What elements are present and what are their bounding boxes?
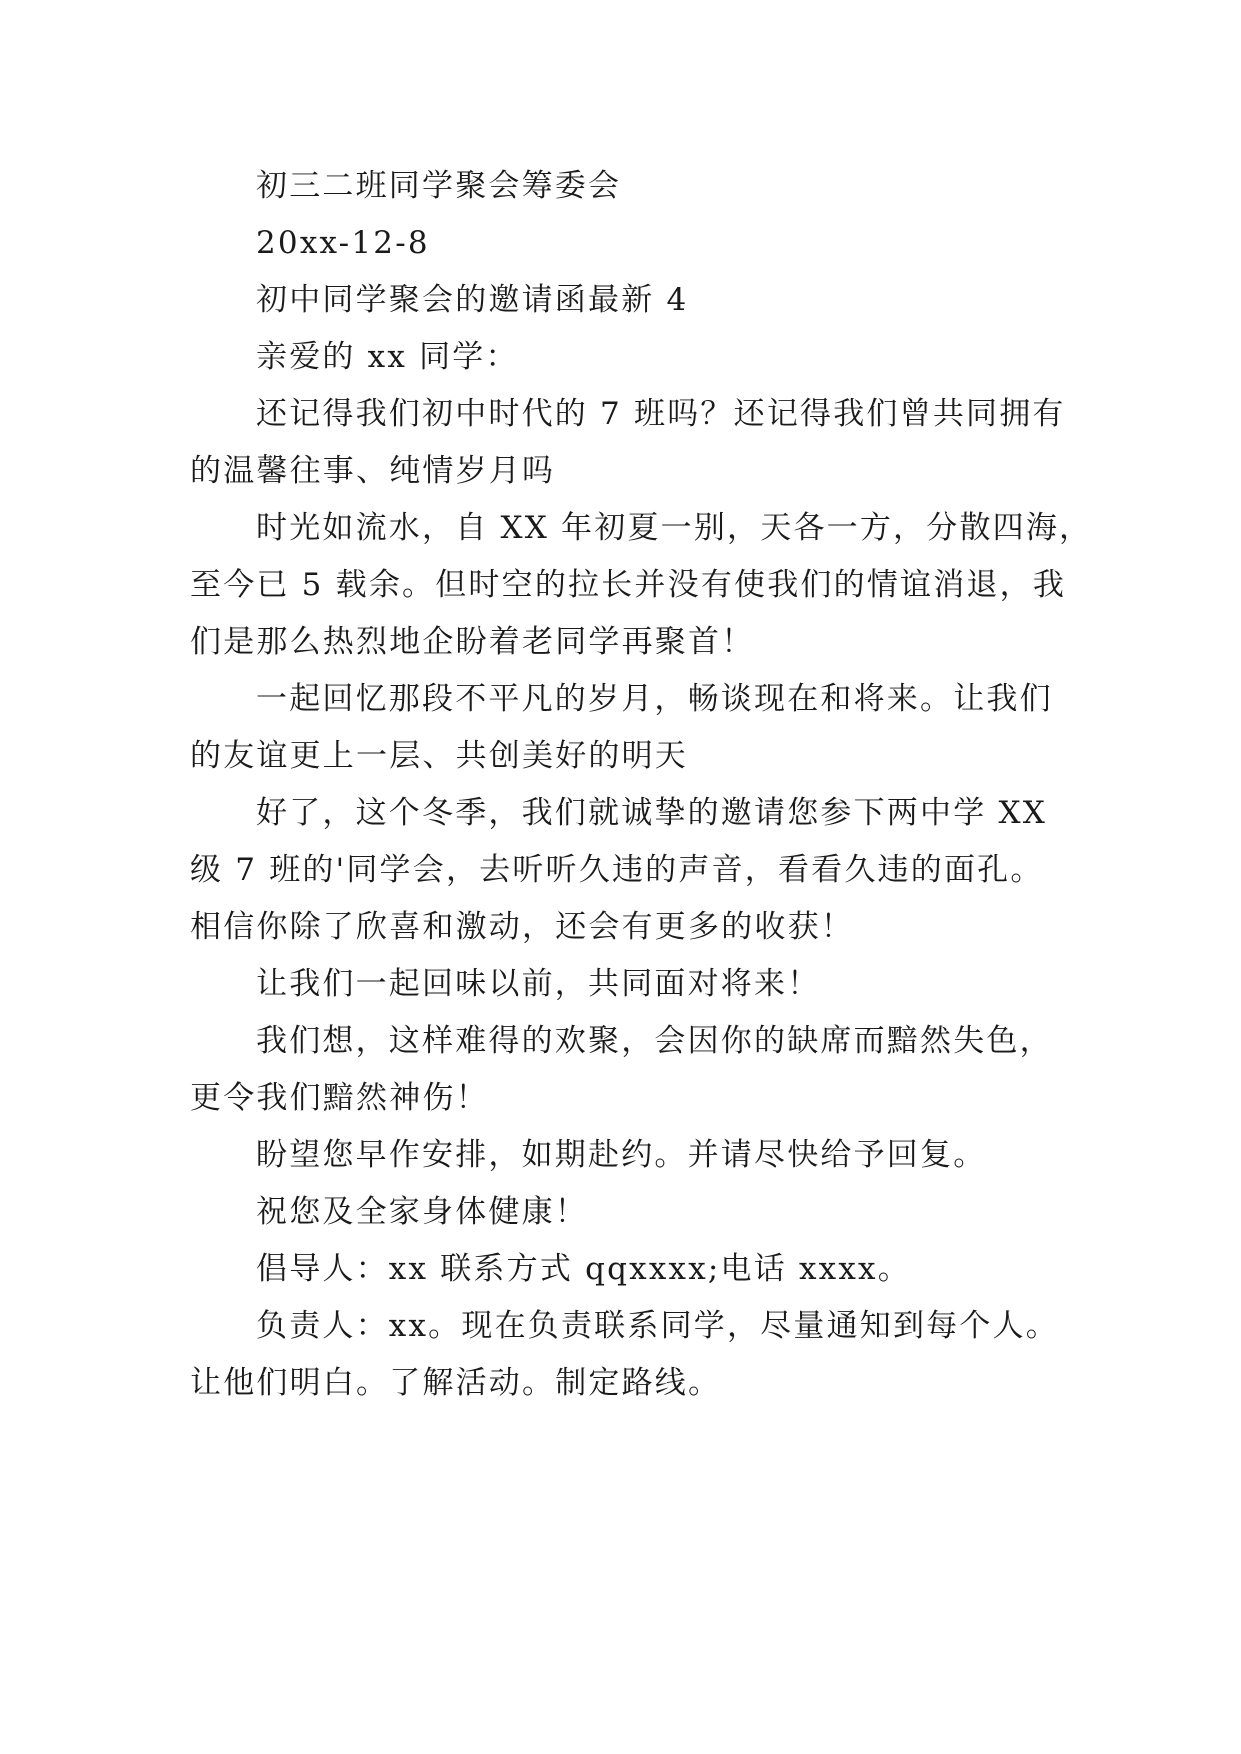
paragraph-line: 让我们一起回味以前，共同面对将来！ [256, 966, 821, 1002]
paragraph-line: 们是那么热烈地企盼着老同学再聚首！ [190, 624, 755, 660]
paragraph-line: 时光如流水，自 XX 年初夏一别，天各一方，分散四海， [256, 510, 1093, 546]
paragraph-line: 祝您及全家身体健康！ [256, 1194, 588, 1230]
paragraph-line: 至今已 5 载余。但时空的拉长并没有使我们的情谊消退，我 [190, 567, 1067, 603]
paragraph-line: 让他们明白。了解活动。制定路线。 [190, 1365, 722, 1401]
contact-person-line: 负责人：xx。现在负责联系同学，尽量通知到每个人。 [256, 1308, 1059, 1344]
initiator-line: 倡导人：xx 联系方式 qqxxxx;电话 xxxx。 [256, 1251, 911, 1287]
paragraph-line: 还记得我们初中时代的 7 班吗？还记得我们曾共同拥有 [256, 396, 1066, 432]
paragraph-line: 更令我们黯然神伤！ [190, 1080, 489, 1116]
paragraph-line: 好了，这个冬季，我们就诚挚的邀请您参下两中学 XX [256, 795, 1047, 831]
document-body [190, 158, 1093, 1412]
organizer-line: 初三二班同学聚会筹委会 [256, 168, 622, 204]
paragraph-line: 级 7 班的'同学会，去听听久违的声音，看看久违的面孔。 [190, 852, 1044, 888]
paragraph-line: 盼望您早作安排，如期赴约。并请尽快给予回复。 [256, 1137, 987, 1173]
paragraph-line: 一起回忆那段不平凡的岁月，畅谈现在和将来。让我们 [256, 681, 1053, 717]
section-title: 初中同学聚会的邀请函最新 4 [256, 282, 689, 318]
paragraph-line: 的友谊更上一层、共创美好的明天 [190, 738, 688, 774]
paragraph-line: 我们想，这样难得的欢聚，会因你的缺席而黯然失色， [256, 1023, 1053, 1059]
salutation: 亲爱的 xx 同学： [256, 339, 519, 375]
date-line: 20xx-12-8 [256, 225, 430, 261]
paragraph-line: 的温馨往事、纯情岁月吗 [190, 453, 556, 489]
paragraph-line: 相信你除了欣喜和激动，还会有更多的收获！ [190, 909, 854, 945]
